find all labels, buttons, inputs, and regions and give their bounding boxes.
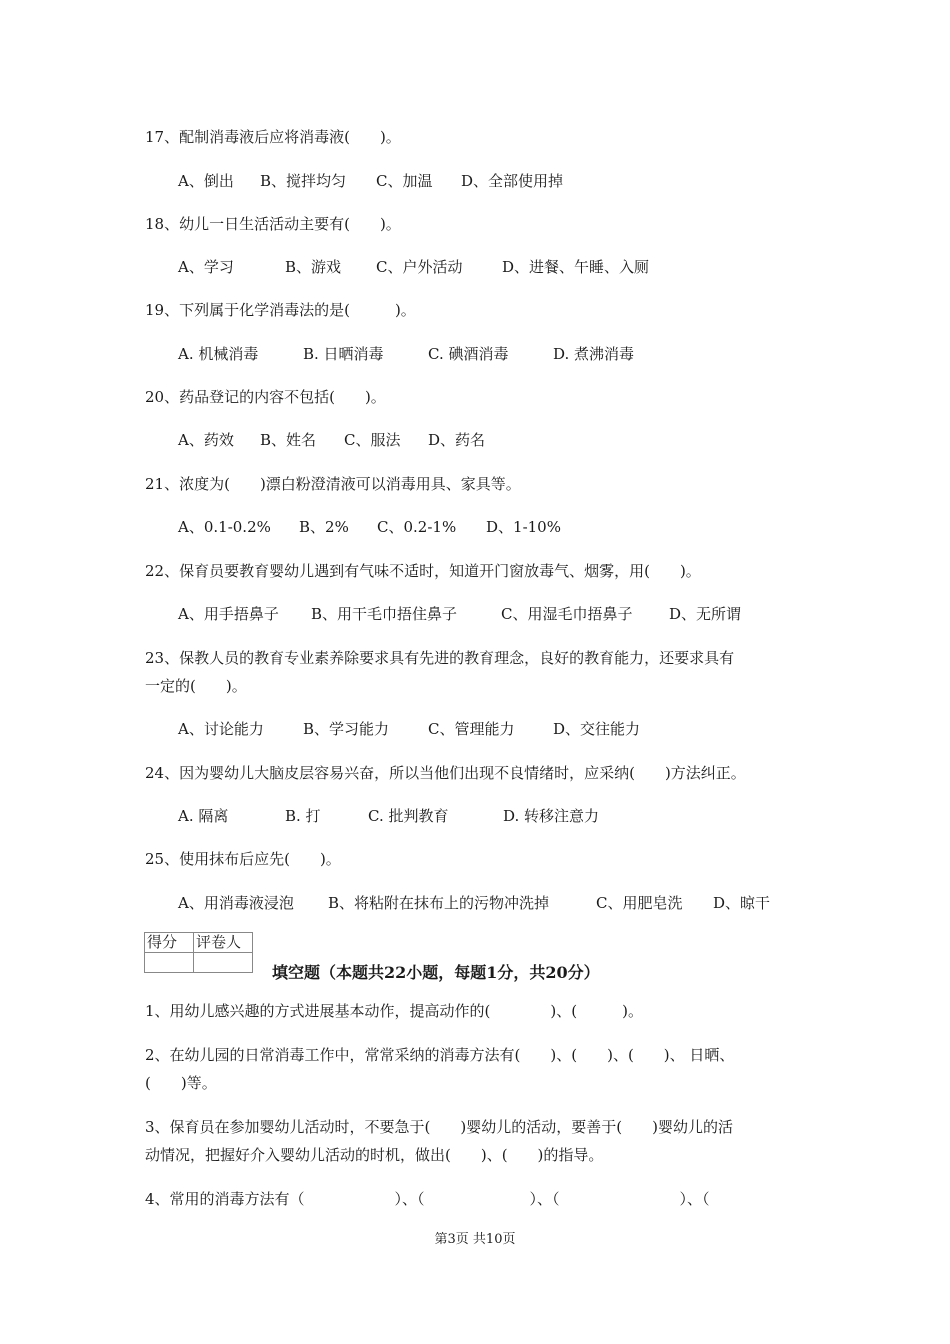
option-b: B、将粘附在抹布上的污物冲洗掉 bbox=[328, 894, 550, 912]
option-a: A、药效 bbox=[178, 431, 234, 449]
option-d: D、无所谓 bbox=[669, 605, 742, 623]
option-a: A. 机械消毒 bbox=[178, 345, 259, 363]
fill-question-3: 3、保育员在参加婴幼儿活动时，不要急于( )婴幼儿的活动，要善于( )婴幼儿的活 bbox=[145, 1118, 733, 1136]
score-header: 得分 bbox=[145, 933, 194, 953]
page-footer: 第3页 共10页 bbox=[434, 1232, 516, 1247]
question-17-stem: 17、配制消毒液后应将消毒液( )。 bbox=[145, 128, 401, 146]
fill-question-1: 1、用幼儿感兴趣的方式进展基本动作，提高动作的( )、( )。 bbox=[145, 1002, 643, 1020]
option-b: B. 打 bbox=[285, 807, 321, 825]
question-20-stem: 20、药品登记的内容不包括( )。 bbox=[145, 388, 386, 406]
fill-question-4: 4、常用的消毒方法有（ ）、（ ）、（ ）、（ bbox=[145, 1190, 710, 1208]
option-c: C、0.2-1% bbox=[377, 518, 457, 536]
option-c: C、户外活动 bbox=[376, 258, 463, 276]
option-b: B、用干毛巾捂住鼻子 bbox=[311, 605, 458, 623]
fill-question-2-cont: ( )等。 bbox=[145, 1074, 217, 1092]
option-b: B、游戏 bbox=[285, 258, 342, 276]
option-d: D、交往能力 bbox=[553, 720, 641, 738]
fill-question-3-cont: 动情况，把握好介入婴幼儿活动的时机，做出( )、( )的指导。 bbox=[145, 1146, 604, 1164]
question-19-stem: 19、下列属于化学消毒法的是( )。 bbox=[145, 301, 416, 319]
option-d: D、药名 bbox=[428, 431, 486, 449]
score-cell bbox=[145, 953, 194, 973]
option-a: A、讨论能力 bbox=[178, 720, 264, 738]
option-b: B、姓名 bbox=[260, 431, 317, 449]
question-22-stem: 22、保育员要教育婴幼儿遇到有气味不适时，知道开门窗放毒气、烟雾，用( )。 bbox=[145, 562, 701, 580]
option-c: C、服法 bbox=[344, 431, 401, 449]
option-d: D、进餐、午睡、入厕 bbox=[502, 258, 650, 276]
fill-question-2: 2、在幼儿园的日常消毒工作中，常常采纳的消毒方法有( )、( )、( )、 日晒、 bbox=[145, 1046, 735, 1064]
question-21-stem: 21、浓度为( )漂白粉澄清液可以消毒用具、家具等。 bbox=[145, 475, 521, 493]
option-c: C、管理能力 bbox=[428, 720, 515, 738]
option-a: A. 隔离 bbox=[178, 807, 229, 825]
question-24-stem: 24、因为婴幼儿大脑皮层容易兴奋，所以当他们出现不良情绪时，应采纳( )方法纠正。 bbox=[145, 764, 746, 782]
option-a: A、倒出 bbox=[178, 172, 234, 190]
option-b: B. 日晒消毒 bbox=[303, 345, 384, 363]
question-18-stem: 18、幼儿一日生活活动主要有( )。 bbox=[145, 215, 401, 233]
option-b: B、2% bbox=[299, 518, 349, 536]
option-c: C、用肥皂洗 bbox=[596, 894, 683, 912]
option-c: C. 批判教育 bbox=[368, 807, 449, 825]
option-d: D. 转移注意力 bbox=[503, 807, 600, 825]
question-25-stem: 25、使用抹布后应先( )。 bbox=[145, 850, 341, 868]
option-d: D、全部使用掉 bbox=[461, 172, 564, 190]
option-d: D、1-10% bbox=[486, 518, 561, 536]
section-title: 填空题（本题共22小题，每题1分，共20分） bbox=[272, 963, 600, 982]
question-23-stem-cont: 一定的( )。 bbox=[145, 677, 247, 695]
question-23-stem: 23、保教人员的教育专业素养除要求具有先进的教育理念，良好的教育能力，还要求具有 bbox=[145, 649, 735, 667]
option-a: A、0.1-0.2% bbox=[178, 518, 271, 536]
option-a: A、用消毒液浸泡 bbox=[178, 894, 294, 912]
option-b: B、学习能力 bbox=[303, 720, 390, 738]
option-c: C. 碘酒消毒 bbox=[428, 345, 509, 363]
grader-header: 评卷人 bbox=[194, 933, 253, 953]
option-c: C、加温 bbox=[376, 172, 433, 190]
score-table bbox=[144, 932, 253, 973]
option-d: D. 煮沸消毒 bbox=[553, 345, 635, 363]
option-b: B、搅拌均匀 bbox=[260, 172, 347, 190]
option-a: A、用手捂鼻子 bbox=[178, 605, 279, 623]
grader-cell bbox=[194, 953, 253, 973]
option-c: C、用湿毛巾捂鼻子 bbox=[501, 605, 633, 623]
option-d: D、晾干 bbox=[713, 894, 771, 912]
option-a: A、学习 bbox=[178, 258, 234, 276]
